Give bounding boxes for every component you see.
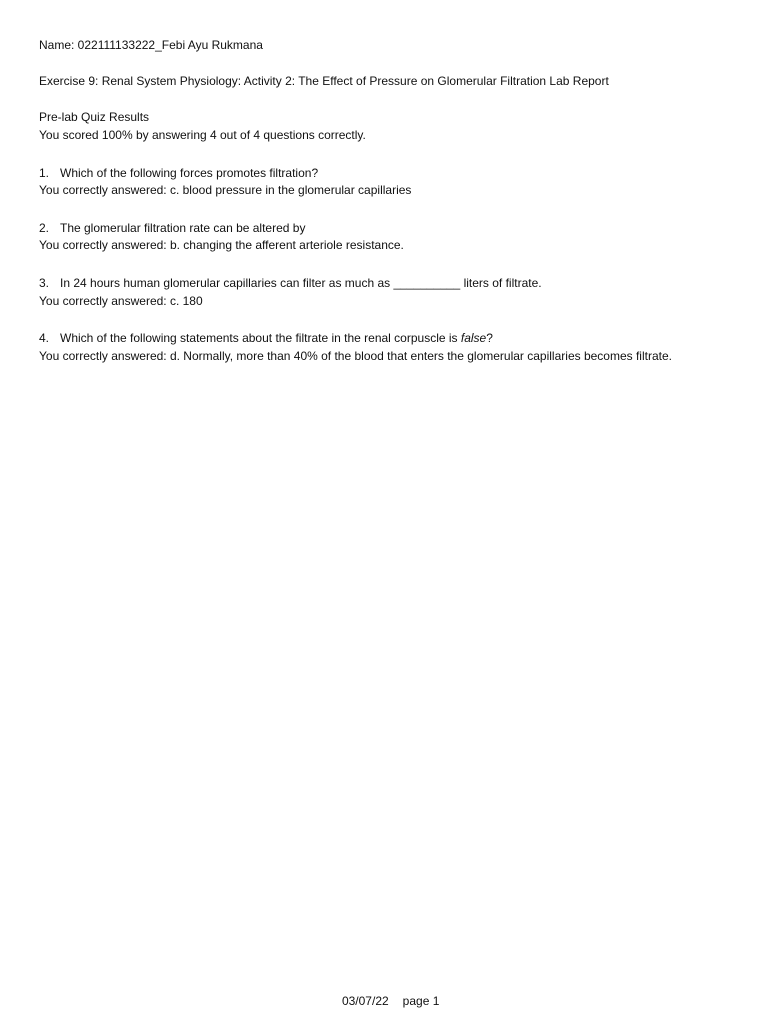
question-text: The glomerular filtration rate can be altered by: [60, 221, 306, 235]
question-4: [39, 330, 493, 346]
question-number: 3.: [39, 276, 50, 290]
question-text-end: ?: [486, 331, 493, 345]
question-emphasis: false: [460, 331, 487, 345]
question-number: 4.: [39, 331, 50, 345]
footer-date: 03/07/22: [341, 994, 389, 1008]
question-1: [39, 165, 318, 181]
quiz-heading: Pre-lab Quiz Results: [39, 110, 150, 124]
answer-2: You correctly answered: b. changing the afferent arteriole resistance.: [39, 238, 404, 252]
question-number: 2.: [39, 221, 50, 235]
question-3: [39, 275, 542, 291]
answer-1: You correctly answered: c. blood pressure in the glomerular capillaries: [39, 183, 412, 197]
footer-page-number: page 1: [402, 994, 440, 1008]
student-name: Name: 022111133222_Febi Ayu Rukmana: [39, 38, 263, 52]
page-footer: [0, 977, 768, 1025]
question-number: 1.: [39, 166, 50, 180]
question-text: Which of the following forces promotes filtration?: [60, 166, 319, 180]
answer-4: You correctly answered: d. Normally, more than 40% of the blood that enters the glomerular capillaries becomes filtrate.: [39, 349, 672, 363]
answer-3: You correctly answered: c. 180: [39, 294, 203, 308]
question-text: In 24 hours human glomerular capillaries can filter as much as __________ liters of filtrate.: [60, 276, 542, 290]
question-text: Which of the following statements about the filtrate in the renal corpuscle is: [60, 331, 461, 345]
quiz-score: You scored 100% by answering 4 out of 4 questions correctly.: [39, 128, 366, 142]
report-title: Exercise 9: Renal System Physiology: Activity 2: The Effect of Pressure on Glomerular Filtration Lab Report: [39, 74, 609, 88]
question-2: [39, 220, 305, 236]
